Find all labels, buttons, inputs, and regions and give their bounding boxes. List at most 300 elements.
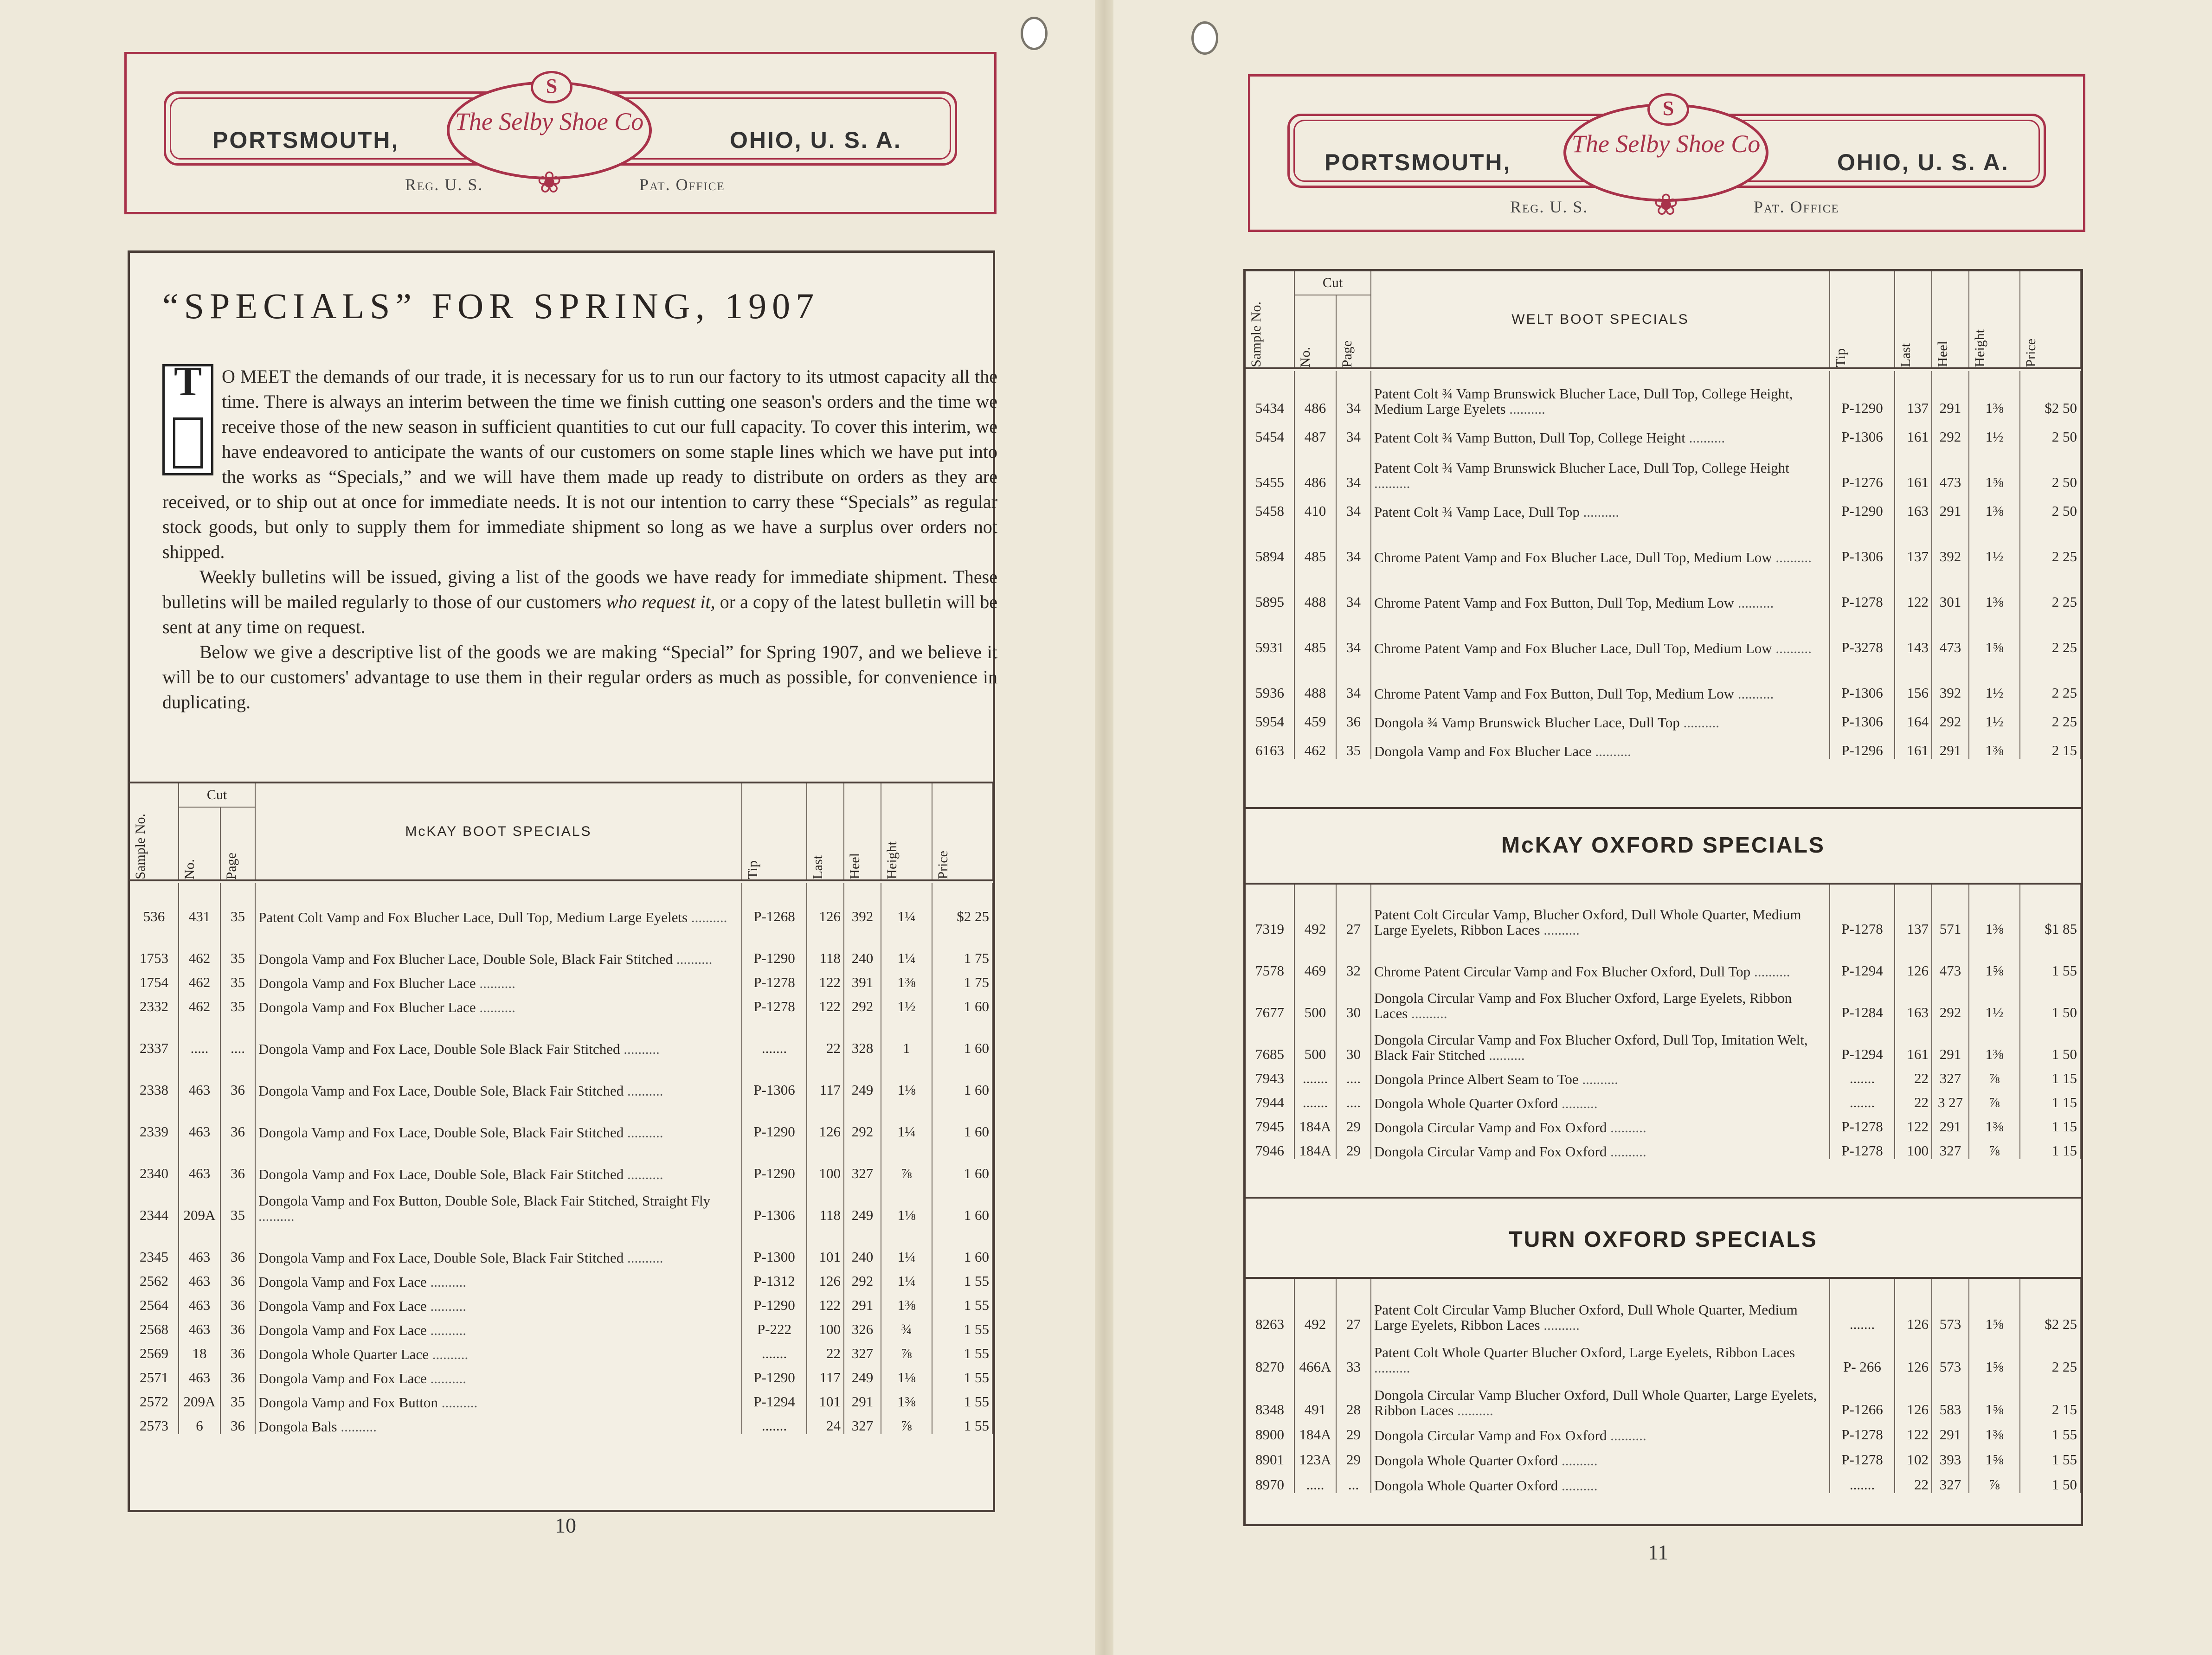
cell-heel: 292	[844, 1265, 881, 1289]
cell-no: .......	[1294, 1087, 1336, 1111]
cell-height: ⅞	[881, 1410, 932, 1434]
cell-desc: Patent Colt ¾ Vamp Lace, Dull Top ..........	[1371, 491, 1830, 520]
col-price: Price	[2020, 271, 2080, 368]
cell-page: 32	[1336, 937, 1371, 979]
cell-last: 22	[1895, 1468, 1932, 1493]
cell-last: 118	[807, 925, 844, 967]
cell-sample: 7578	[1246, 937, 1294, 979]
cell-last: 163	[1895, 491, 1932, 520]
cell-tip: P-1294	[1830, 1021, 1895, 1063]
cell-last: 117	[807, 1362, 844, 1386]
cell-sample: 5455	[1246, 445, 1294, 491]
cell-price: 1 15	[2020, 1111, 2080, 1135]
cell-last: 102	[1895, 1443, 1932, 1468]
cell-price: 1 60	[932, 991, 992, 1015]
cell-tip: P-1290	[742, 1362, 807, 1386]
cell-no: 463	[179, 1289, 220, 1314]
cell-tip: P-1278	[1830, 565, 1895, 610]
cell-no: 6	[179, 1410, 220, 1434]
cell-sample: 7685	[1246, 1021, 1294, 1063]
mckay-oxford-table	[1246, 885, 2081, 1159]
cell-last: 163	[1895, 979, 1932, 1021]
cell-height: ⅞	[1969, 1063, 2020, 1087]
cell-no: .......	[1294, 1063, 1336, 1087]
cell-sample: 8901	[1246, 1443, 1294, 1468]
cell-page: 36	[220, 1057, 255, 1098]
cell-price: 1 55	[932, 1314, 992, 1338]
cell-tip: P-1306	[742, 1057, 807, 1098]
cell-desc: Dongola Whole Quarter Lace ..........	[255, 1338, 742, 1362]
table-row	[130, 991, 992, 1015]
masthead-right	[1248, 74, 2085, 232]
cell-heel: 327	[844, 1140, 881, 1182]
cell-page: 36	[1336, 701, 1371, 730]
cell-sample: 5894	[1246, 520, 1294, 565]
table-row	[1246, 417, 2080, 445]
cell-price: 1 15	[2020, 1087, 2080, 1111]
cell-heel: 328	[844, 1015, 881, 1057]
cell-price: 1 60	[932, 1224, 992, 1265]
cell-price: 1 15	[2020, 1135, 2080, 1159]
cell-desc: Dongola Circular Vamp and Fox Oxford ..........	[1371, 1111, 1830, 1135]
cell-page: 28	[1336, 1375, 1371, 1418]
cell-height: 1⅛	[881, 1182, 932, 1224]
table-row	[1246, 979, 2080, 1021]
cell-sample: 2339	[130, 1098, 179, 1140]
table-row	[1246, 565, 2080, 610]
cell-tip: .......	[1830, 1087, 1895, 1111]
cell-no: 184A	[1294, 1418, 1336, 1443]
table-row	[1246, 1290, 2080, 1333]
cell-heel: 583	[1932, 1375, 1969, 1418]
cell-sample: 2344	[130, 1182, 179, 1224]
monogram-logo: S	[531, 71, 572, 103]
cell-price: $2 25	[2020, 1290, 2080, 1333]
cell-last: 143	[1895, 610, 1932, 656]
cell-height: 1⅜	[881, 1289, 932, 1314]
table-row	[130, 1289, 992, 1314]
cell-height: 1⅝	[1969, 1443, 2020, 1468]
table-row	[130, 1098, 992, 1140]
cell-price: 1 75	[932, 967, 992, 991]
cell-tip: P-222	[742, 1314, 807, 1338]
cell-page: 34	[1336, 371, 1371, 417]
ribbon-bow-icon-right: ❀	[1653, 188, 1678, 221]
cell-no: 410	[1294, 491, 1336, 520]
cell-height: 1⅛	[881, 1362, 932, 1386]
cell-desc: Dongola Vamp and Fox Lace, Double Sole, Black Fair Stitched ..........	[255, 1140, 742, 1182]
intro-text	[162, 359, 998, 715]
cell-heel: 392	[844, 883, 881, 925]
cell-no: 500	[1294, 979, 1336, 1021]
cell-desc: Dongola ¾ Vamp Brunswick Blucher Lace, Dull Top ..........	[1371, 701, 1830, 730]
cell-page: 29	[1336, 1443, 1371, 1468]
cell-no: .....	[179, 1015, 220, 1057]
table-row	[1246, 1111, 2080, 1135]
cell-desc: Dongola Whole Quarter Oxford ..........	[1371, 1468, 1830, 1493]
table-row	[130, 1362, 992, 1386]
cell-sample: 2332	[130, 991, 179, 1015]
cell-height: 1⅛	[881, 1057, 932, 1098]
cell-heel: 292	[844, 1098, 881, 1140]
cell-price: 2 50	[2020, 491, 2080, 520]
cell-height: 1⅜	[881, 967, 932, 991]
table-row	[1246, 520, 2080, 565]
cell-height: 1⅜	[1969, 730, 2020, 759]
cell-no: 487	[1294, 417, 1336, 445]
cell-desc: Dongola Whole Quarter Oxford ..........	[1371, 1443, 1830, 1468]
cell-heel: 327	[1932, 1135, 1969, 1159]
cell-sample: 1753	[130, 925, 179, 967]
cell-heel: 291	[1932, 371, 1969, 417]
table-row	[1246, 1333, 2080, 1375]
table-row	[1246, 656, 2080, 701]
cell-tip: P-3278	[1830, 610, 1895, 656]
cell-tip: P-1278	[1830, 1418, 1895, 1443]
cell-last: 126	[1895, 937, 1932, 979]
binder-hole-right	[1191, 21, 1218, 55]
cell-no: 209A	[179, 1386, 220, 1410]
cell-page: ....	[1336, 1063, 1371, 1087]
cell-desc: Dongola Circular Vamp and Fox Oxford ..........	[1371, 1135, 1830, 1159]
cell-last: 22	[1895, 1087, 1932, 1111]
cell-heel: 249	[844, 1057, 881, 1098]
cell-tip: P-1278	[742, 991, 807, 1015]
cell-last: 126	[807, 883, 844, 925]
cell-desc: Dongola Vamp and Fox Button, Double Sole, Black Fair Stitched, Straight Fly ..........	[255, 1182, 742, 1224]
table-row	[130, 925, 992, 967]
cell-price: 2 25	[2020, 1333, 2080, 1375]
cell-sample: 7943	[1246, 1063, 1294, 1087]
cell-last: 156	[1895, 656, 1932, 701]
cell-height: 1⅝	[1969, 610, 2020, 656]
cell-no: 466A	[1294, 1333, 1336, 1375]
cell-height: 1⅜	[1969, 491, 2020, 520]
cell-tip: P-1306	[1830, 701, 1895, 730]
cell-page: 35	[220, 1386, 255, 1410]
cell-tip: P-1290	[742, 925, 807, 967]
cell-sample: 5434	[1246, 371, 1294, 417]
cell-tip: P-1290	[1830, 371, 1895, 417]
cell-sample: 2337	[130, 1015, 179, 1057]
cell-tip: .......	[1830, 1468, 1895, 1493]
cell-tip: .......	[742, 1410, 807, 1434]
table-row	[130, 1182, 992, 1224]
cell-desc: Patent Colt Whole Quarter Blucher Oxford, Large Eyelets, Ribbon Laces ..........	[1371, 1333, 1830, 1375]
cell-height: 1¼	[881, 1224, 932, 1265]
table-row	[1246, 610, 2080, 656]
cell-no: 485	[1294, 610, 1336, 656]
cell-price: 1 60	[932, 1182, 992, 1224]
cell-desc: Dongola Vamp and Fox Blucher Lace, Double Sole, Black Fair Stitched ..........	[255, 925, 742, 967]
cell-desc: Dongola Whole Quarter Oxford ..........	[1371, 1087, 1830, 1111]
cell-price: 1 60	[932, 1098, 992, 1140]
cell-last: 137	[1895, 896, 1932, 937]
page-number-left: 10	[555, 1514, 576, 1537]
cell-desc: Dongola Vamp and Fox Lace ..........	[255, 1265, 742, 1289]
cell-sample: 5936	[1246, 656, 1294, 701]
cell-tip: P-1290	[1830, 491, 1895, 520]
cell-price: 2 50	[2020, 445, 2080, 491]
cell-sample: 8900	[1246, 1418, 1294, 1443]
cell-price: 1 50	[2020, 1021, 2080, 1063]
mckay-oxford-title: McKAY OXFORD SPECIALS	[1501, 833, 1825, 858]
cell-last: 126	[1895, 1333, 1932, 1375]
cell-page: 35	[220, 883, 255, 925]
cell-last: 101	[807, 1224, 844, 1265]
cell-last: 22	[1895, 1063, 1932, 1087]
cell-heel: 327	[1932, 1468, 1969, 1493]
cell-sample: 1754	[130, 967, 179, 991]
cell-height: 1⅜	[881, 1386, 932, 1410]
cell-heel: 291	[1932, 491, 1969, 520]
cell-no: 488	[1294, 565, 1336, 610]
cell-tip: P-1276	[1830, 445, 1895, 491]
cell-no: 486	[1294, 371, 1336, 417]
cell-heel: 240	[844, 1224, 881, 1265]
cell-sample: 5954	[1246, 701, 1294, 730]
cell-sample: 7944	[1246, 1087, 1294, 1111]
cell-desc: Dongola Vamp and Fox Lace, Double Sole, Black Fair Stitched ..........	[255, 1224, 742, 1265]
cell-page: 34	[1336, 656, 1371, 701]
cell-last: 118	[807, 1182, 844, 1224]
cell-desc: Chrome Patent Vamp and Fox Button, Dull Top, Medium Low ..........	[1371, 565, 1830, 610]
cell-page: 36	[220, 1289, 255, 1314]
cell-no: 123A	[1294, 1443, 1336, 1468]
cell-tip: P-1296	[1830, 730, 1895, 759]
table-row	[130, 1338, 992, 1362]
cell-last: 22	[807, 1015, 844, 1057]
cell-heel: 571	[1932, 896, 1969, 937]
cell-tip: P-1290	[742, 1140, 807, 1182]
cell-sample: 8263	[1246, 1290, 1294, 1333]
cell-price: 1 55	[932, 1362, 992, 1386]
cell-page: 33	[1336, 1333, 1371, 1375]
cell-heel: 249	[844, 1362, 881, 1386]
masthead-left	[124, 52, 997, 214]
intro-paragraph-1: O MEET the demands of our trade, it is necessary for us to run our factory to its utmost capacity all the time. There is always an interim between the time we finish cutting one season's orders and the time we receive those of the new season in sufficient quantities to cut our full capacity. To cover this interim, we have endeavored to anticipate the wants of our customers on some staple lines which we have put into the works as “Specials,” and we will have them made up ready to distribute on orders as they are received, or to ship out at once for immediate needs. It is not our intention to carry these “Specials” as regular stock goods, but only to supply them for immediate shipment so long as we have a surplus over orders not shipped.	[162, 366, 997, 562]
cell-no: 463	[179, 1140, 220, 1182]
cell-sample: 5895	[1246, 565, 1294, 610]
cell-price: 2 25	[2020, 656, 2080, 701]
cell-height: ⅞	[1969, 1135, 2020, 1159]
cell-last: 164	[1895, 701, 1932, 730]
cell-heel: 292	[1932, 979, 1969, 1021]
cell-tip: P-1290	[742, 1098, 807, 1140]
cell-heel: 393	[1932, 1443, 1969, 1468]
table-row	[130, 1314, 992, 1338]
cell-no: 491	[1294, 1375, 1336, 1418]
specials-panel	[128, 250, 998, 1512]
cell-sample: 2338	[130, 1057, 179, 1098]
cell-tip: P-1278	[1830, 1135, 1895, 1159]
table-row	[1246, 937, 2080, 979]
cell-price: 1 55	[932, 1289, 992, 1314]
cell-sample: 2345	[130, 1224, 179, 1265]
cell-no: 463	[179, 1098, 220, 1140]
table-row	[1246, 896, 2080, 937]
cell-price: 1 55	[932, 1338, 992, 1362]
cell-last: 117	[807, 1057, 844, 1098]
cell-sample: 5931	[1246, 610, 1294, 656]
cell-desc: Dongola Vamp and Fox Blucher Lace ..........	[255, 967, 742, 991]
cell-last: 122	[807, 967, 844, 991]
cell-height: ⅞	[1969, 1468, 2020, 1493]
cell-page: 36	[220, 1098, 255, 1140]
col-price: Price	[932, 783, 992, 880]
cell-page: 35	[220, 967, 255, 991]
cell-price: 2 15	[2020, 730, 2080, 759]
cell-heel: 326	[844, 1314, 881, 1338]
cell-page: ....	[1336, 1087, 1371, 1111]
cell-height: 1⅝	[1969, 445, 2020, 491]
cell-heel: 327	[1932, 1063, 1969, 1087]
cell-heel: 392	[1932, 520, 1969, 565]
cell-height: 1⅜	[1969, 1418, 2020, 1443]
cell-no: 488	[1294, 656, 1336, 701]
cell-heel: 327	[844, 1338, 881, 1362]
cell-page: 36	[220, 1362, 255, 1386]
city-right: OHIO, U. S. A.	[730, 127, 902, 153]
cell-desc: Dongola Circular Vamp Blucher Oxford, Dull Whole Quarter, Large Eyelets, Ribbon Laces ..........	[1371, 1375, 1830, 1418]
table-row	[1246, 1087, 2080, 1111]
drop-cap-letter: T	[174, 359, 202, 404]
col-page: Page	[220, 807, 255, 880]
cell-page: 30	[1336, 979, 1371, 1021]
cell-price: 1 55	[932, 1265, 992, 1289]
cell-tip: .......	[742, 1015, 807, 1057]
cell-sample: 7319	[1246, 896, 1294, 937]
cell-page: 34	[1336, 445, 1371, 491]
table-row	[130, 1265, 992, 1289]
cell-heel: 573	[1932, 1290, 1969, 1333]
cell-desc: Dongola Vamp and Fox Lace, Double Sole Black Fair Stitched ..........	[255, 1015, 742, 1057]
table-row	[130, 1410, 992, 1434]
col-heel: Heel	[1932, 271, 1969, 368]
cell-no: 463	[179, 1362, 220, 1386]
cell-height: 1⅝	[1969, 1375, 2020, 1418]
col-tip: Tip	[1830, 271, 1895, 368]
cell-desc: Patent Colt ¾ Vamp Brunswick Blucher Lace, Dull Top, College Height ..........	[1371, 445, 1830, 491]
cell-page: 29	[1336, 1418, 1371, 1443]
cell-sample: 2340	[130, 1140, 179, 1182]
cell-price: 1 55	[2020, 937, 2080, 979]
cell-heel: 292	[844, 991, 881, 1015]
table-row	[130, 1386, 992, 1410]
cell-last: 126	[1895, 1375, 1932, 1418]
col-page: Page	[1336, 295, 1371, 368]
tables-panel	[1243, 269, 2083, 1526]
cell-page: 36	[220, 1314, 255, 1338]
cell-tip: .......	[742, 1338, 807, 1362]
cell-height: 1¼	[881, 1098, 932, 1140]
turn-oxford-title: TURN OXFORD SPECIALS	[1509, 1227, 1818, 1252]
table-row	[1246, 1375, 2080, 1418]
table-row	[1246, 371, 2080, 417]
cell-page: 35	[220, 925, 255, 967]
city-left: PORTSMOUTH,	[212, 127, 399, 153]
trademark-logo	[447, 75, 652, 199]
cell-sample: 2572	[130, 1386, 179, 1410]
cell-last: 161	[1895, 730, 1932, 759]
cell-tip: P-1306	[1830, 520, 1895, 565]
cell-tip: P-1278	[1830, 1443, 1895, 1468]
cell-no: .....	[1294, 1468, 1336, 1493]
cell-heel: 291	[1932, 1418, 1969, 1443]
cell-no: 462	[1294, 730, 1336, 759]
cell-last: 126	[807, 1265, 844, 1289]
cell-desc: Chrome Patent Vamp and Fox Blucher Lace, Dull Top, Medium Low ..........	[1371, 610, 1830, 656]
cell-price: 2 25	[2020, 610, 2080, 656]
cell-height: 1¼	[881, 883, 932, 925]
table-row	[130, 1015, 992, 1057]
cell-height: 1½	[1969, 979, 2020, 1021]
cell-desc: Dongola Circular Vamp and Fox Oxford ..........	[1371, 1418, 1830, 1443]
cell-height: 1	[881, 1015, 932, 1057]
cell-height: 1⅜	[1969, 1021, 2020, 1063]
cell-no: 209A	[179, 1182, 220, 1224]
cell-height: ⅞	[881, 1338, 932, 1362]
intro-paragraph-3: Below we give a descriptive list of the goods we are making “Special” for Spring 1907, and we believe it will be to our customers' advantage to use them in their regular orders as much as possible, for convenience in duplicating.	[162, 641, 997, 712]
cell-desc: Patent Colt ¾ Vamp Brunswick Blucher Lace, Dull Top, College Height, Medium Large Eyelets ..........	[1371, 371, 1830, 417]
city-left-right-page: PORTSMOUTH,	[1325, 149, 1511, 175]
col-sample-no: Sample No.	[130, 783, 179, 880]
cell-heel: 240	[844, 925, 881, 967]
ribbon-bow-icon: ❀	[537, 166, 562, 199]
table-row	[1246, 730, 2080, 759]
right-page	[1113, 0, 2212, 1655]
cell-heel: 292	[1932, 417, 1969, 445]
cell-page: 35	[220, 991, 255, 1015]
cell-desc: Patent Colt Circular Vamp, Blucher Oxford, Dull Whole Quarter, Medium Large Eyelets, Ribbon Laces ..........	[1371, 896, 1830, 937]
cell-sample: 6163	[1246, 730, 1294, 759]
cell-price: 2 25	[2020, 565, 2080, 610]
cell-sample: 7945	[1246, 1111, 1294, 1135]
cell-price: 1 75	[932, 925, 992, 967]
cell-sample: 8970	[1246, 1468, 1294, 1493]
cell-sample: 2569	[130, 1338, 179, 1362]
col-no: No.	[179, 807, 220, 880]
cell-desc: Patent Colt Vamp and Fox Blucher Lace, Dull Top, Medium Large Eyelets ..........	[255, 883, 742, 925]
cell-tip: P-1300	[742, 1224, 807, 1265]
cell-price: 1 60	[932, 1140, 992, 1182]
cell-price: 2 15	[2020, 1375, 2080, 1418]
cell-price: 1 50	[2020, 1468, 2080, 1493]
cell-desc: Dongola Vamp and Fox Lace, Double Sole, Black Fair Stitched ..........	[255, 1057, 742, 1098]
col-cut: Cut	[179, 783, 255, 807]
cell-height: 1⅜	[1969, 1111, 2020, 1135]
cell-heel: 391	[844, 967, 881, 991]
cell-page: 36	[220, 1410, 255, 1434]
cell-page: 36	[220, 1224, 255, 1265]
cell-no: 463	[179, 1224, 220, 1265]
page-title: “SPECIALS” FOR SPRING, 1907	[162, 286, 820, 326]
cell-sample: 2568	[130, 1314, 179, 1338]
binder-hole	[1021, 17, 1048, 50]
cell-height: 1⅜	[1969, 565, 2020, 610]
cell-last: 122	[1895, 565, 1932, 610]
cell-tip: P-1278	[1830, 896, 1895, 937]
table-title: McKAY BOOT SPECIALS	[255, 783, 742, 880]
table-row	[130, 1140, 992, 1182]
cell-height: 1½	[1969, 417, 2020, 445]
table-row	[1246, 1418, 2080, 1443]
cell-last: 161	[1895, 1021, 1932, 1063]
cell-no: 462	[179, 967, 220, 991]
cell-no: 485	[1294, 520, 1336, 565]
table-row	[1246, 1021, 2080, 1063]
cell-heel: 291	[844, 1386, 881, 1410]
